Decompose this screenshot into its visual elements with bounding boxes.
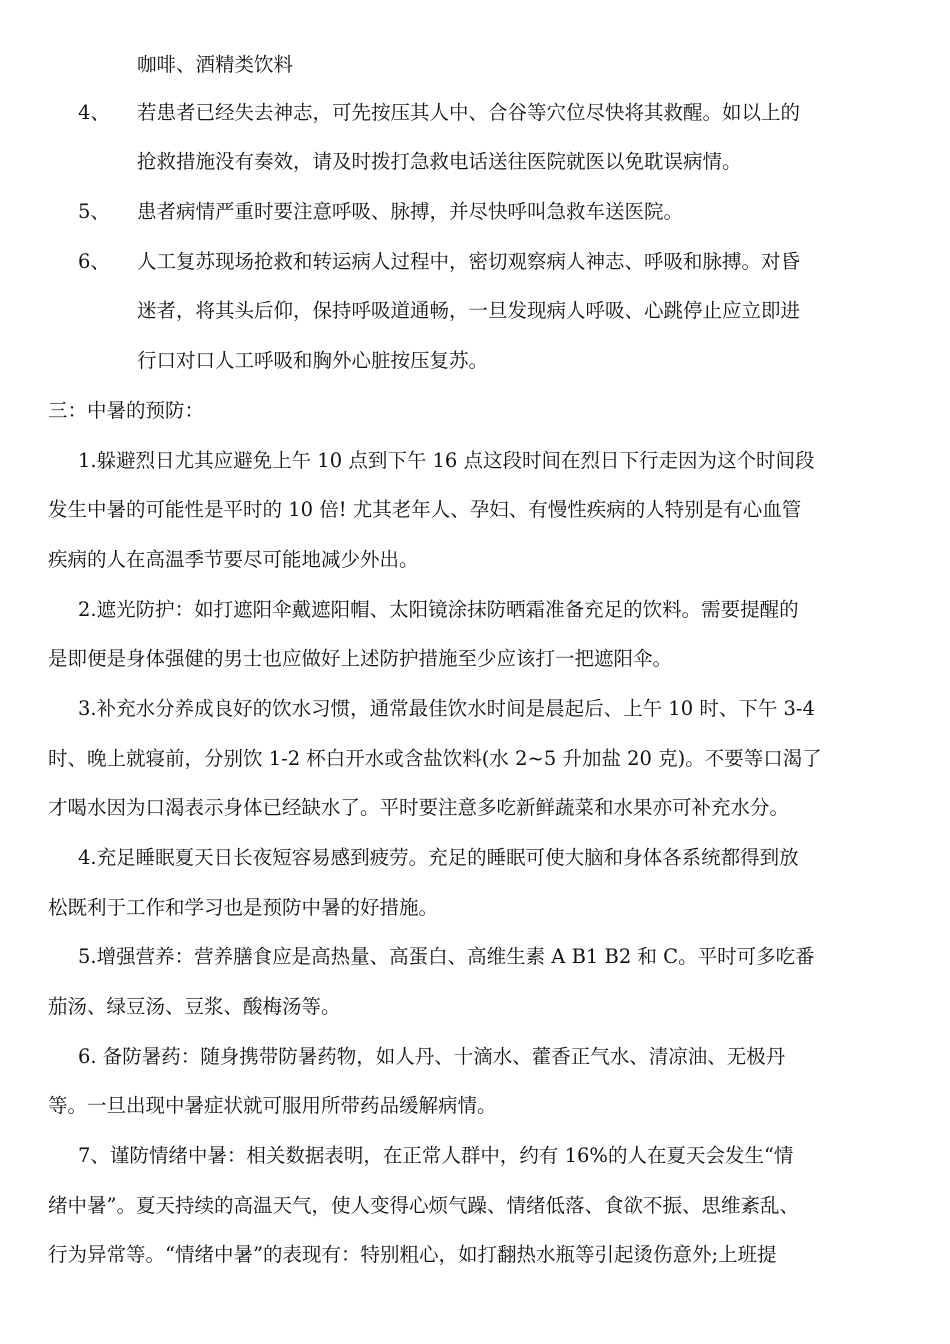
list-item-text: 迷者，将其头后仰，保持呼吸道通畅，一旦发现病人呼吸、心跳停止应立即进 bbox=[137, 299, 801, 322]
paragraph-4-line-1 bbox=[0, 833, 950, 882]
list-item-number: 5、 bbox=[78, 200, 110, 223]
paragraph-text: 3.补充水分养成良好的饮水习惯，通常最佳饮水时间是晨起后、上午 10 时、下午 3-4 bbox=[78, 697, 815, 720]
paragraph-3-line-2 bbox=[0, 734, 950, 783]
list-item-5-line-1 bbox=[0, 187, 950, 236]
paragraph-4-line-2 bbox=[0, 883, 950, 932]
paragraph-7-line-2 bbox=[0, 1181, 950, 1230]
paragraph-text: 4.充足睡眠夏天日长夜短容易感到疲劳。充足的睡眠可使大脑和身体各系统都得到放 bbox=[78, 846, 799, 869]
paragraph-text: 是即便是身体强健的男士也应做好上述防护措施至少应该打一把遮阳伞。 bbox=[48, 647, 673, 670]
paragraph-text: 6. 备防暑药：随身携带防暑药物，如人丹、十滴水、藿香正气水、清凉油、无极丹 bbox=[78, 1045, 786, 1068]
list-item-text: 人工复苏现场抢救和转运病人过程中，密切观察病人神志、呼吸和脉搏。对昏 bbox=[137, 250, 801, 273]
list-item-text: 患者病情严重时要注意呼吸、脉搏，并尽快呼叫急救车送医院。 bbox=[137, 200, 684, 223]
list-item-text: 行口对口人工呼吸和胸外心脏按压复苏。 bbox=[137, 349, 489, 372]
list-item-number: 6、 bbox=[78, 250, 110, 273]
list-item-text: 抢救措施没有奏效，请及时拨打急救电话送往医院就医以免耽误病情。 bbox=[137, 150, 742, 173]
paragraph-text: 绪中暑”。夏天持续的高温天气，使人变得心烦气躁、情绪低落、食欲不振、思维紊乱、 bbox=[48, 1194, 799, 1217]
list-continuation-text: 咖啡、酒精类饮料 bbox=[137, 53, 294, 76]
section-heading: 三：中暑的预防： bbox=[48, 399, 205, 422]
paragraph-6-line-2 bbox=[0, 1081, 950, 1130]
paragraph-text: 1.躲避烈日尤其应避免上午 10 点到下午 16 点这段时间在烈日下行走因为这个时间段 bbox=[78, 449, 815, 472]
list-item-6-line-2 bbox=[0, 286, 950, 335]
list-item-4-line-2 bbox=[0, 137, 950, 186]
list-item-4-line-1 bbox=[0, 88, 950, 137]
paragraph-7-line-3 bbox=[0, 1230, 950, 1279]
paragraph-1-line-1 bbox=[0, 436, 950, 485]
paragraph-5-line-1 bbox=[0, 932, 950, 981]
paragraph-7-line-1 bbox=[0, 1131, 950, 1180]
paragraph-text: 5.增强营养：营养膳食应是高热量、高蛋白、高维生素 A B1 B2 和 C。平时可多吃番 bbox=[78, 945, 815, 968]
list-item-number: 4、 bbox=[78, 101, 110, 124]
paragraph-5-line-2 bbox=[0, 982, 950, 1031]
paragraph-text: 茄汤、绿豆汤、豆浆、酸梅汤等。 bbox=[48, 995, 341, 1018]
section-heading-line bbox=[0, 386, 950, 435]
list-item-text: 若患者已经失去神志，可先按压其人中、合谷等穴位尽快将其救醒。如以上的 bbox=[137, 101, 801, 124]
paragraph-text: 松既利于工作和学习也是预防中暑的好措施。 bbox=[48, 896, 439, 919]
list-item-6-line-3 bbox=[0, 336, 950, 385]
paragraph-text: 2.遮光防护：如打遮阳伞戴遮阳帽、太阳镜涂抹防晒霜准备充足的饮料。需要提醒的 bbox=[78, 598, 799, 621]
paragraph-1-line-2 bbox=[0, 485, 950, 534]
paragraph-text: 发生中暑的可能性是平时的 10 倍! 尤其老年人、孕妇、有慢性疾病的人特别是有心血管 bbox=[48, 498, 802, 521]
paragraph-text: 行为异常等。“情绪中暑”的表现有：特别粗心，如打翻热水瓶等引起烫伤意外;上班提 bbox=[48, 1243, 777, 1266]
list-item-6-line-1 bbox=[0, 237, 950, 286]
paragraph-2-line-1 bbox=[0, 585, 950, 634]
paragraph-3-line-3 bbox=[0, 783, 950, 832]
paragraph-2-line-2 bbox=[0, 634, 950, 683]
paragraph-text: 时、晚上就寝前，分别饮 1-2 杯白开水或含盐饮料(水 2~5 升加盐 20 克)。不要等口渴了 bbox=[48, 747, 822, 770]
paragraph-text: 等。一旦出现中暑症状就可服用所带药品缓解病情。 bbox=[48, 1094, 497, 1117]
paragraph-6-line-1 bbox=[0, 1032, 950, 1081]
paragraph-3-line-1 bbox=[0, 684, 950, 733]
paragraph-text: 才喝水因为口渴表示身体已经缺水了。平时要注意多吃新鲜蔬菜和水果亦可补充水分。 bbox=[48, 796, 790, 819]
list-continuation-line bbox=[0, 40, 950, 89]
paragraph-text: 7、谨防情绪中暑：相关数据表明，在正常人群中，约有 16%的人在夏天会发生“情 bbox=[78, 1144, 794, 1167]
paragraph-1-line-3 bbox=[0, 535, 950, 584]
paragraph-text: 疾病的人在高温季节要尽可能地减少外出。 bbox=[48, 548, 419, 571]
